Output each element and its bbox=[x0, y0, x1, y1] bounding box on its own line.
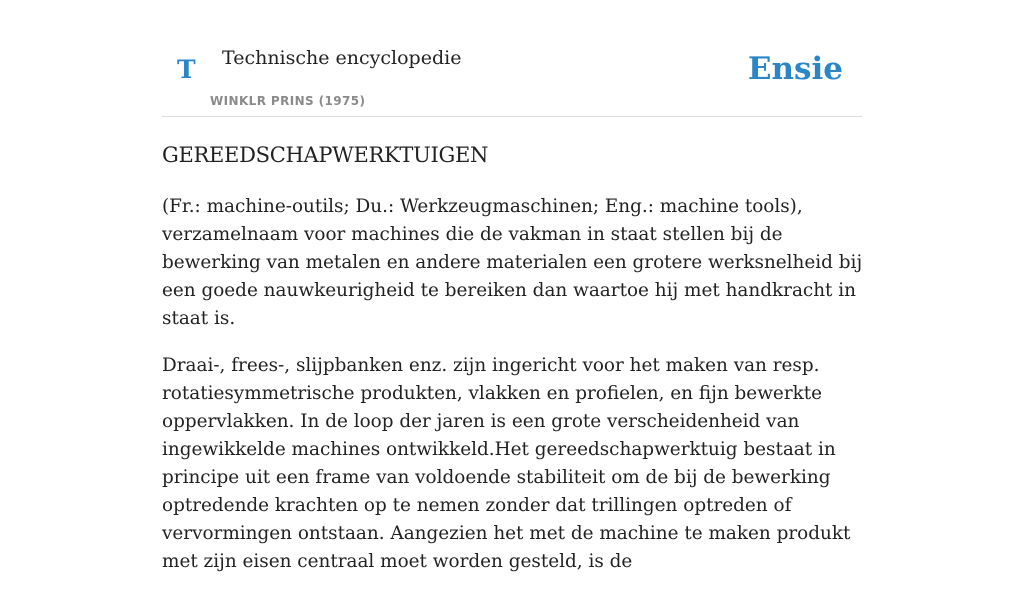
article bbox=[162, 138, 864, 595]
article-title: GEREEDSCHAPWERKTUIGEN bbox=[162, 143, 489, 167]
header bbox=[162, 0, 862, 117]
article-paragraph: (Fr.: machine-outils; Du.: Werkzeugmaschinen; Eng.: machine tools), verzamelnaam voor machines die de vakman in staat stellen bij de bewerking van metalen en andere materialen een grotere werksnelheid bij een goede nauwkeurigheid te bereiken dan waartoe hij met handkracht in staat is. bbox=[162, 196, 863, 329]
site-logo[interactable]: Ensie bbox=[747, 51, 843, 87]
article-paragraph: Draai-, frees-, slijpbanken enz. zijn ingericht voor het maken van resp. rotatiesymmetrische produkten, vlakken en profielen, en fijn bewerkte oppervlakken. In de loop der jaren is een grote verscheidenheid van ingewikkelde machines ontwikkeld.Het gereedschapwerktuig bestaat in principe uit een frame van voldoende stabiliteit om de bij de bewerking optredende krachten op te nemen zonder dat trillingen optreden of vervormingen ontstaan. Aangezien het met de machine te maken produkt met zijn eisen centraal moet worden gesteld, is de bbox=[162, 355, 851, 572]
book-subtitle: WINKLR PRINS (1975) bbox=[210, 94, 366, 108]
book-title[interactable]: Technische encyclopedie bbox=[222, 47, 462, 69]
book-logo[interactable]: T bbox=[177, 55, 196, 84]
